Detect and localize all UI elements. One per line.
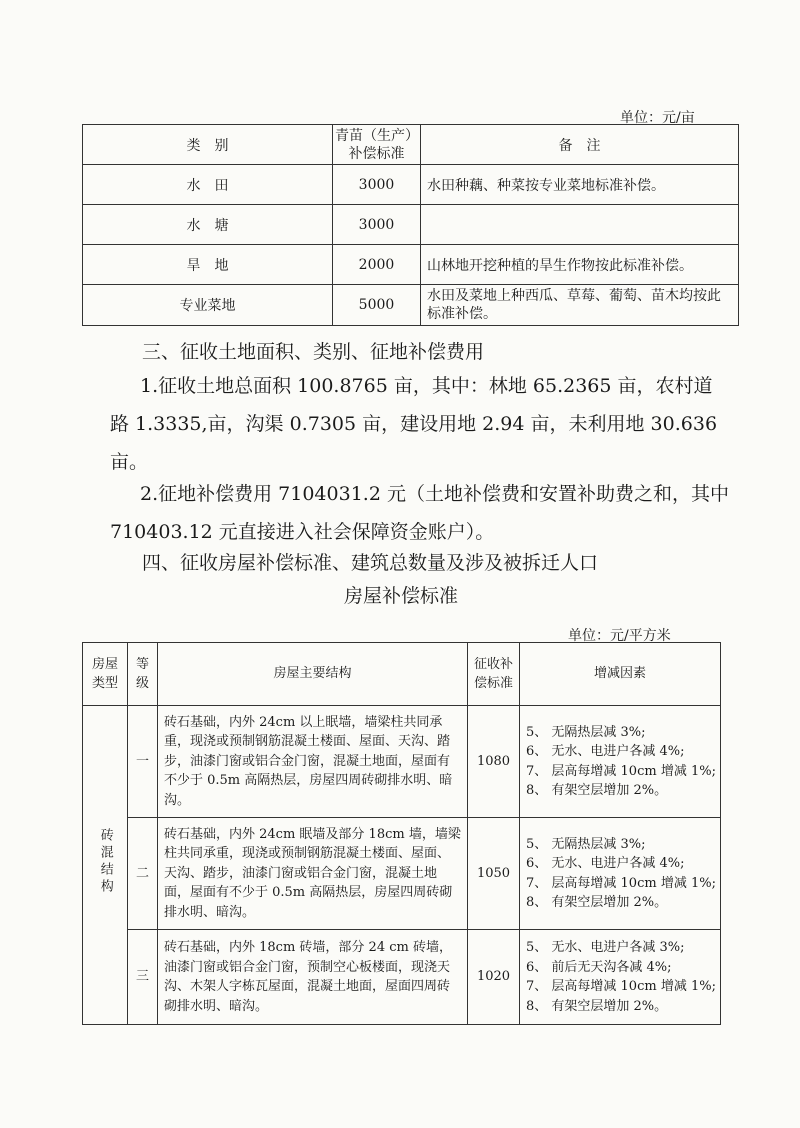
row-note: 山林地开挖种植的旱生作物按此标准补偿。 xyxy=(421,245,739,285)
factor-item: 7、 层高每增减 10cm 增减 1%; xyxy=(526,763,716,779)
table-row xyxy=(83,165,739,205)
table-header-row xyxy=(83,125,739,165)
row-structure: 砖石基础，内外 24cm 以上眠墙，墙梁柱共同承重，现浇或预制钢筋混凝土楼面、屋面、天沟、踏步，油漆门窗或铝合金门窗，混凝土地面，屋面有不少于 0.5m 高隔热层，房屋四周砖砌排水明、暗沟。 xyxy=(158,706,468,818)
row-standard: 1050 xyxy=(468,818,520,930)
row-structure: 砖石基础，内外 18cm 砖墙，部分 24 cm 砖墙，油漆门窗或铝合金门窗，预制空心板楼面，现浇天沟、木架人字栋瓦屋面，混凝土地面，屋面四周砖砌排水明、暗沟。 xyxy=(158,930,468,1025)
header-standard xyxy=(333,125,421,165)
row-category: 旱 地 xyxy=(83,245,333,285)
section4-heading: 四、征收房屋补偿标准、建筑总数量及涉及被拆迁人口 xyxy=(142,552,599,574)
header-note: 备 注 xyxy=(421,125,739,165)
section3-heading: 三、征收土地面积、类别、征地补偿费用 xyxy=(142,341,485,363)
section3-paragraph-1: 1.征收土地总面积 100.8765 亩，其中：林地 65.2365 亩，农村道路 1.3335,亩，沟渠 0.7305 亩，建设用地 2.94 亩，未利用地 30.636 亩。 xyxy=(110,375,718,473)
row-standard: 1020 xyxy=(468,930,520,1025)
table-row xyxy=(83,205,739,245)
house-type-label: 砖混结构 xyxy=(97,827,113,896)
table-row xyxy=(83,930,721,1025)
table1-unit: 单位：元/亩 xyxy=(620,110,695,126)
factor-item: 5、 无隔热层减 3%; xyxy=(526,836,646,852)
row-category: 水 塘 xyxy=(83,205,333,245)
row-standard: 1080 xyxy=(468,706,520,818)
row-factors xyxy=(520,930,721,1025)
table2-unit: 单位：元/平方米 xyxy=(568,628,671,644)
house-type-cell xyxy=(83,706,128,1025)
header-standard: 征收补偿标准 xyxy=(468,643,520,706)
row-grade: 三 xyxy=(128,930,158,1025)
table-header-row xyxy=(83,643,721,706)
row-standard: 3000 xyxy=(333,205,421,245)
factor-item: 8、 有架空层增加 2%。 xyxy=(526,895,668,910)
factor-item: 5、 无水、电进户各减 3%; xyxy=(526,940,685,955)
table-row xyxy=(83,245,739,285)
header-factors: 增减因素 xyxy=(520,643,721,706)
row-note: 水田种藕、种菜按专业菜地标准补偿。 xyxy=(421,165,739,205)
factor-item: 6、 前后无天沟各减 4%; xyxy=(526,959,672,975)
row-grade: 一 xyxy=(128,706,158,818)
header-grade: 等级 xyxy=(128,643,158,706)
crop-compensation-table xyxy=(82,124,739,326)
row-category: 专业菜地 xyxy=(83,285,333,326)
row-factors xyxy=(520,818,721,930)
row-standard: 3000 xyxy=(333,165,421,205)
row-standard: 5000 xyxy=(333,285,421,326)
row-category: 水 田 xyxy=(83,165,333,205)
header-type: 房屋类型 xyxy=(83,643,128,706)
table2-title: 房屋补偿标准 xyxy=(344,585,459,607)
factor-item: 6、 无水、电进户各减 4%; xyxy=(526,744,685,759)
factor-item: 7、 层高每增减 10cm 增减 1%; xyxy=(526,875,716,891)
table-row xyxy=(83,818,721,930)
factor-item: 8、 有架空层增加 2%。 xyxy=(526,783,668,798)
factor-item: 8、 有架空层增加 2%。 xyxy=(526,998,668,1014)
table-row xyxy=(83,706,721,818)
factor-item: 5、 无隔热层减 3%; xyxy=(526,724,646,740)
row-factors xyxy=(520,706,721,818)
table-row xyxy=(83,285,739,326)
header-standard-line2: 补偿标准 xyxy=(348,145,405,162)
header-standard-line1: 青苗（生产） xyxy=(335,127,419,144)
row-grade: 二 xyxy=(128,818,158,930)
header-category: 类 别 xyxy=(83,125,333,165)
factor-item: 7、 层高每增减 10cm 增减 1%; xyxy=(526,979,716,994)
section3-paragraph-2: 2.征地补偿费用 7104031.2 元（土地补偿费和安置补助费之和，其中 710403.12 元直接进入社会保障资金账户）。 xyxy=(110,483,729,543)
row-note: 水田及菜地上种西瓜、草莓、葡萄、苗木均按此标准补偿。 xyxy=(421,285,739,326)
row-standard: 2000 xyxy=(333,245,421,285)
row-structure: 砖石基础，内外 24cm 眠墙及部分 18cm 墙，墙梁柱共同承重，现浇或预制钢筋混凝土楼面、屋面、天沟、踏步，油漆门窗或铝合金门窗，混凝土地面，屋面有不少于 0.5m 高隔热层，房屋四周砖砌排水明、暗沟。 xyxy=(158,818,468,930)
factor-item: 6、 无水、电进户各减 4%; xyxy=(526,856,685,871)
row-note xyxy=(421,205,739,245)
header-structure: 房屋主要结构 xyxy=(158,643,468,706)
house-compensation-table xyxy=(82,642,721,1025)
